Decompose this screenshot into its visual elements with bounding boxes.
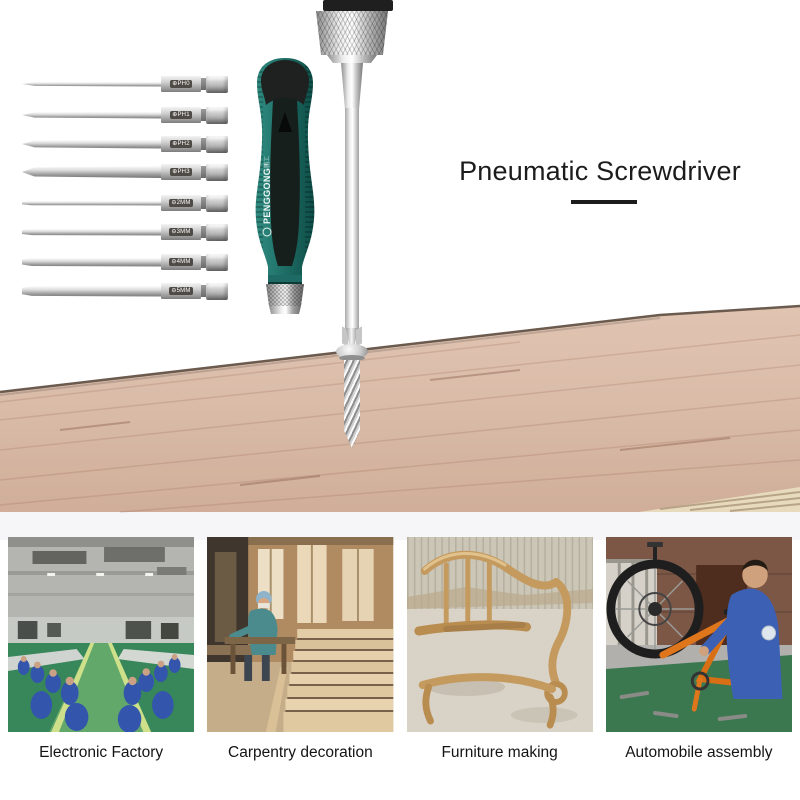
bit-collar	[161, 76, 201, 92]
bit-size-label: ⊕PH2	[172, 141, 190, 147]
furniture-making-photo	[407, 537, 593, 732]
application-furniture-making	[407, 537, 593, 762]
bit-shaft	[22, 82, 161, 87]
screwdriver-handle	[241, 56, 329, 314]
application-electronic-factory	[8, 537, 194, 762]
photo-caption: Automobile assembly	[625, 744, 773, 761]
bit-ph1	[22, 103, 228, 127]
bit-size-label: ⊖4MM	[171, 259, 191, 265]
bit-ph3	[22, 160, 228, 184]
bit-size-label: ⊕PH0	[172, 81, 190, 87]
bit-hex-end	[206, 195, 228, 212]
automobile-assembly-photo	[606, 537, 792, 732]
driver-collar-ring	[327, 55, 377, 63]
photo-caption: Electronic Factory	[39, 744, 164, 761]
applications-section	[8, 537, 792, 762]
bit-slotted-2mm	[22, 191, 228, 215]
bit-size-label: ⊕PH3	[172, 169, 190, 175]
bit-collar	[161, 164, 201, 180]
driver-shaft	[345, 108, 359, 330]
bit-shaft	[22, 112, 161, 119]
bit-hex-end	[206, 254, 228, 271]
application-carpentry-decoration	[207, 537, 393, 762]
board-surface	[0, 306, 800, 512]
driver-chuck	[316, 11, 388, 55]
bit-shaft	[22, 166, 161, 178]
bit-hex-end	[206, 107, 228, 124]
driver-shank	[341, 63, 363, 109]
bit-collar	[161, 254, 201, 270]
title-underline	[571, 200, 637, 204]
photo-caption: Carpentry decoration	[228, 744, 373, 761]
product-title: Pneumatic Screwdriver	[459, 156, 741, 186]
bit-size-label: ⊖3MM	[171, 229, 191, 235]
driver-top-cap	[323, 0, 393, 11]
bit-collar	[161, 195, 201, 211]
bit-collar	[161, 107, 201, 123]
bit-hex-end	[206, 136, 228, 153]
brand-text: PENGGONG	[262, 167, 272, 224]
bit-collar	[161, 136, 201, 152]
electronic-factory-photo	[8, 537, 194, 732]
bit-shaft	[22, 258, 161, 267]
carpentry-decoration-photo	[207, 537, 393, 732]
wooden-board	[0, 280, 800, 540]
bit-hex-end	[206, 76, 228, 93]
bit-size-label: ⊖5MM	[171, 288, 191, 294]
bit-ph2	[22, 132, 228, 156]
bit-shaft	[22, 229, 161, 236]
bit-shaft	[22, 201, 161, 206]
bit-hex-end	[206, 164, 228, 181]
photo-caption: Furniture making	[441, 744, 558, 761]
bit-hex-end	[206, 224, 228, 241]
board-base-strip	[0, 512, 800, 540]
bit-size-label: ⊖2MM	[171, 200, 191, 206]
brand-text-cn: 鹏工	[265, 155, 271, 168]
bit-collar	[161, 224, 201, 240]
bit-size-label: ⊕PH1	[172, 112, 190, 118]
application-automobile-assembly	[606, 537, 792, 762]
bit-slotted-4mm	[22, 250, 228, 274]
screw-threaded-shank	[344, 360, 360, 448]
bit-shaft	[22, 140, 161, 149]
bit-ph0	[22, 72, 228, 96]
bit-slotted-3mm	[22, 220, 228, 244]
handle-grip	[241, 56, 329, 278]
